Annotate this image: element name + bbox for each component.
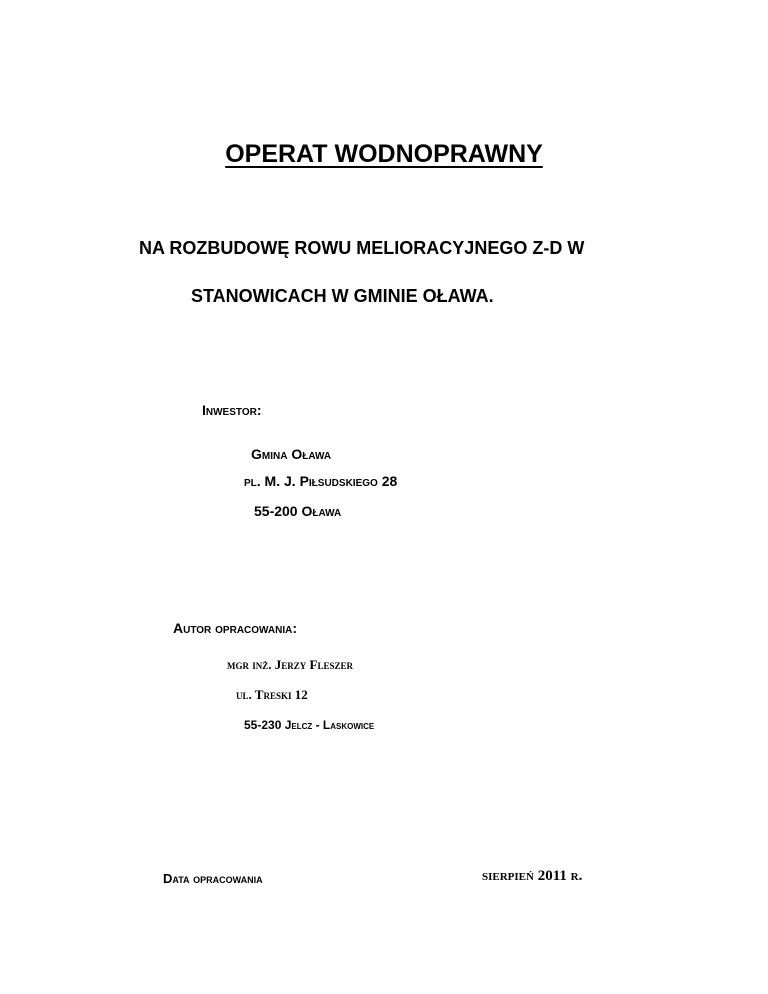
- investor-address: pl. M. J. Piłsudskiego 28: [244, 473, 398, 489]
- document-subtitle-line-2: STANOWICACH W GMINIE OŁAWA.: [191, 286, 494, 306]
- author-name: mgr inż. Jerzy Fleszer: [227, 657, 353, 672]
- author-label: Autor opracowania:: [173, 620, 298, 636]
- document-subtitle-line-1: NA ROZBUDOWĘ ROWU MELIORACYJNEGO Z-D W: [139, 238, 585, 258]
- author-address: ul. Treski 12: [236, 687, 308, 702]
- date-label: Data opracowania: [163, 871, 263, 886]
- author-city: 55-230 Jelcz - Laskowice: [244, 718, 375, 732]
- document-title: OPERAT WODNOPRAWNY: [225, 140, 543, 168]
- investor-city: 55-200 Oława: [254, 503, 342, 519]
- date-value: sierpień 2011 r.: [482, 868, 583, 884]
- investor-label: Inwestor:: [202, 402, 262, 418]
- investor-name: Gmina Oława: [251, 446, 332, 462]
